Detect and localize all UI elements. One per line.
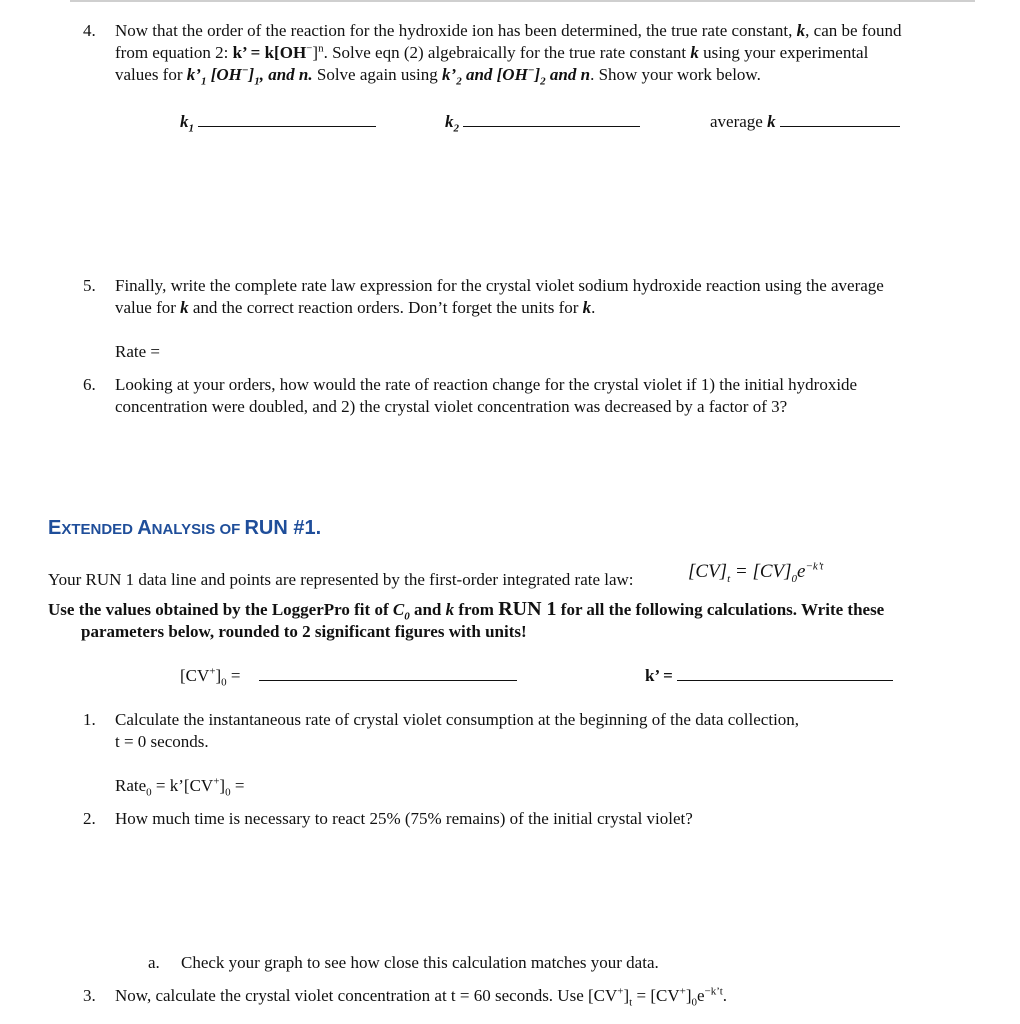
integrated-rate-law-equation: $[CV]_t = [CV]_0e^{-k’t}$ [688, 560, 824, 585]
extended-question-2-text: How much time is necessary to react 25% (75% remains) of the initial crystal violet? [115, 809, 693, 828]
question-5-number: 5. [83, 276, 96, 295]
question-4-text: Now that the order of the reaction for the hydroxide ion has been determined, the true rate constant, k, can be found from equation 2: k’ = $k[OH^-]^n$. Solve eqn (2) algebraically for the true rate constant k using your experimental values for $k’_1$ $[OH^-]_1$, and n. Solve again using $k’_2$ and $[OH^-]_2$ and n. Show your work below. [115, 21, 902, 88]
extended-question-2-number: 2. [83, 809, 96, 828]
question-6-text: Looking at your orders, how would the rate of reaction change for the crystal violet if 1) the initial hydroxide concentration were doubled, and 2) the crystal violet concentration was decreased by a factor of 3? [115, 375, 858, 416]
question-6-number: 6. [83, 375, 96, 394]
integrated-rate-law-intro: Your RUN 1 data line and points are represented by the first-order integrated rate law: [48, 570, 634, 589]
k2-answer-field[interactable]: $k_2$ [445, 110, 640, 133]
k1-blank-line[interactable] [198, 110, 376, 127]
extended-question-2a-text: Check your graph to see how close this calculation matches your data. [181, 953, 659, 972]
rate-law-label: Rate = [115, 342, 160, 361]
average-k-blank-line[interactable] [780, 110, 900, 127]
extended-question-3-number: 3. [83, 986, 96, 1005]
k1-answer-field[interactable]: $k_1$ [180, 110, 376, 133]
question-4-number: 4. [83, 21, 96, 40]
average-k-answer-field[interactable]: average k [710, 110, 900, 133]
k-prime-answer-field[interactable]: k’ = [645, 664, 893, 687]
top-divider [70, 0, 975, 2]
extended-instructions: Use the values obtained by the LoggerPro fit of $C_0$ and k from RUN 1 for all the following calculations. Write these parameters below, rounded to 2 significant figures with units! [48, 598, 885, 641]
cv0-blank-line[interactable] [259, 664, 517, 681]
extended-question-2a-letter: a. [148, 953, 160, 972]
cv0-answer-field[interactable]: $[CV^+]_0$ = [180, 664, 517, 687]
question-5-text: Finally, write the complete rate law expression for the crystal violet sodium hydroxide reaction using the average value for k and the correct reaction orders. Don’t forget the units for k. [115, 276, 884, 317]
extended-analysis-heading: EXTENDED ANALYSIS OF RUN #1. [48, 517, 322, 539]
extended-question-3-text: Now, calculate the crystal violet concentration at t = 60 seconds. Use $[CV^+]_t = [CV^+]_0e^{-k’t}$. [115, 985, 728, 1009]
initial-rate-expression: Rate$_0$ = $k’[CV^+]_0$ = [115, 775, 245, 799]
extended-question-1-number: 1. [83, 710, 96, 729]
k-prime-blank-line[interactable] [677, 664, 893, 681]
extended-question-1-text: Calculate the instantaneous rate of crystal violet consumption at the beginning of the data collection, t = 0 seconds. [115, 710, 800, 751]
k2-blank-line[interactable] [463, 110, 640, 127]
